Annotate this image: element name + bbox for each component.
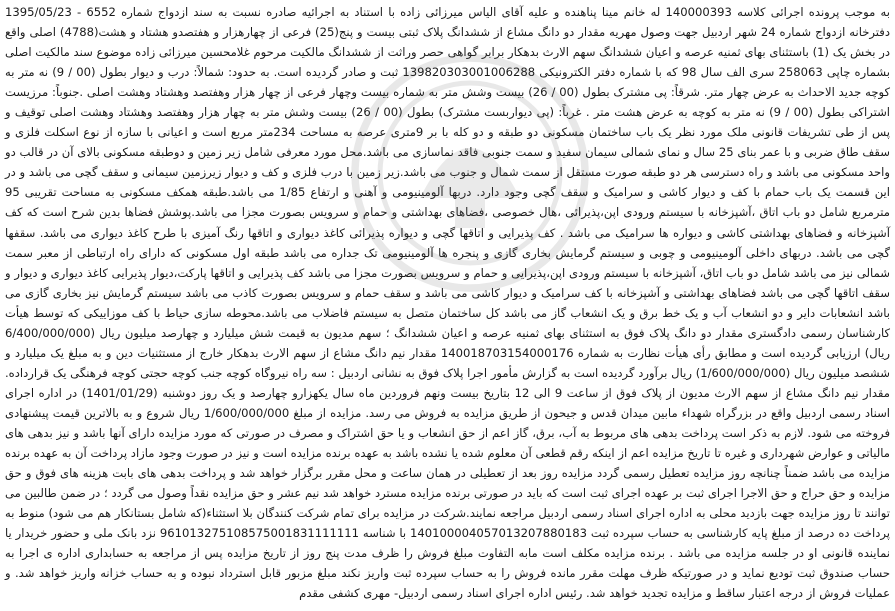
auction-notice-text: به موجب پرونده اجرائی کلاسه 140000393 له خانم مینا پناهنده و علیه آقای الیاس میرزائی زاده با استناد به اجرائیه صادره نسبت به سند ازدواج شماره 6552 - 1395/05/23 دفترخانه ازدواج شماره 24 شهر اردبیل جهت وصول مهریه مقدار دو دانگ مشاع از ششدانگ پلاک ثبتی بیست و پنج(25) فرعی از چهارهزار و هفتصدو هشتاد و هشت(4788) اصلی واقع در بخش یک (1) باستثنای بهای ثمنیه عرصه و اعیان ششدانگ سهم الارث بدهکار برابر گواهی حصر وراثت از ششدانگ مالکیت مرحوم غلامحسین میرزائی زاده موضوع سند مالکیت اصلی بشماره چاپی 258063 سری الف سال 98 که با شماره دفتر الکترونیکی 139820303001006288 ثبت و صادر گردیده است. به حدود: شمالاً: درب و دیوار بطول (00 / 9) نه متر به کوچه جدید الاحداث به عرض چهار متر. شرقاً: پی مشترک بطول (00 / 26) بیست وشش متر به شماره بیست وچهار فرعی از چهار هزار وهفتصد وهشتاد وهشت اصلی .جنوباً: مرزیست اشتراکی بطول (00 / 9) نه متر به کوچه به عرض هشت متر . غرباً: (پی دیواربست مشترک) بطول (00 / 26) بیست وشش متر به چهار هزار وهفتصد وهشتاد وهشت اصلی توقیف و پس از طی تشریفات قانونی ملک مورد نظر یک باب ساختمان مسکونی دو طبقه و دو کله با بر 9متری عرصه به مساحت 234متر مربع است و اعیانی با سازه از نوع اسکلت فلزی و سقف طاق ضربی و با عمر بنای 25 سال و نمای شمالی سیمان سفید و سمت جنوبی فاقد نماسازی می باشد.محل مورد معرفی شامل زیر زمین و دوطبقه مسکونی بالای آن در قالب دو واحد مسکونی می باشد و راه دسترسی هر دو طبقه صورت مستقل از سمت شمال و جنوب می باشد.زیر زمین با درب فلزی و کف و دیوار زیرزمین سیمانی و سقف گچی می باشد و در این قسمت یک باب حمام با کف و دیوار کاشی و سرامیک و سقف گچی وجود دارد. دربها آلومینیومی و آهنی و ارتفاع 1/85 می باشد.طبقه همکف مسکونی به مساحت تقریبی 95 مترمربع شامل دو باب اتاق ،آشپزخانه با سیستم ورودی اپن،پذیرائی ،هال خصوصی ،فضاهای بهداشتی و حمام و سرویس بصورت مجزا می باشد.پوشش فضاها بدین شرح است که کف آشپزخانه و فضاهای بهداشتی کاشی و دیواره ها سرامیک می باشد . کف پذیرایی و اتاقها گچی و دیواره پذیرائی کاغذ دیواری و اتاقها رنگ آمیزی با طرح کاغذ دیواری می باشد. سقفها گچی می باشد. دربهای داخلی آلومینیومی و چوبی و سیستم گرمایش بخاری گازی و پنجره ها آلومینیومی تک جداره می باشد طبقه اول مسکونی که دارای راه ارتباطی از معبر سمت شمالی نیز می باشد شامل دو باب اتاق، آشپزخانه با سیستم ورودی اپن،پذیرایی و حمام و سرویس بصورت مجزا می باشد کف پذیرایی و اتاقها پارکت،دیوار پذیرایی کاغذ دیواری و دیوار و سقف اتاقها گچی می باشد فضاهای بهداشتی و آشپزخانه با کف سرامیک و دیوار کاشی می باشد و سقف حمام و سرویس بصورت کاذب می باشد سیستم گرمایش نیز بخاری گازی می باشد انشعابات دایر و دو انشعاب آب و یک خط برق و یک انشعاب گاز می باشد کل ساختمان متصل به سیستم فاضلاب می باشد.محوطه سازی حیاط با کف موزاییکی که توسط هیأت کارشناسان رسمی دادگستری مقدار دو دانگ پلاک فوق به استثنای بهای ثمنیه عرصه و اعیان ششدانگ ؛ سهم مدیون به قیمت شش میلیارد و چهارصد میلیون ریال (6/400/000/000 ریال) ارزیابی گردیده است و مطابق رأی هیأت نظارت به شماره 140018703154000176 مقدار نیم دانگ مشاع از سهم الارث بدهکار خارج از مستثنیات دین و به مبلغ یک میلیارد و ششصد میلیون ریال (1/600/000/000) ریال برآورد گردیده است به گزارش مأمور اجرا پلاک فوق به نشانی اردبیل : سه راه نیروگاه کوچه جنب کوچه حجتی کوچه فرهنگی یک قرارداده. مقدار نیم دانگ مشاع از سهم الارث مدیون از پلاک فوق از ساعت 9 الی 12 بتاریخ بیست ونهم فروردین ماه سال یکهزارو چهارصد و یک روز دوشنبه (1401/01/29) در اداره اجرای اسناد رسمی اردبیل واقع در بزرگراه شهداء مابین میدان قدس و جیحون از طریق مزایده به فروش می رسد. مزایده از مبلغ 1/600/000/000 ریال شروع و به بالاترین قیمت پیشنهادی فروخته می شود. لازم به ذکر است پرداخت بدهی های مربوط به آب، برق، گاز اعم از حق انشعاب و یا حق اشتراک و مصرف در صورتی که مورد مزایده دارای آنها باشد و نیز بدهی های مالیاتی و عوارض شهرداری و غیره تا تاریخ مزایده اعم از اینکه رقم قطعی آن معلوم شده یا نشده باشد به عهده برنده مزایده است و نیز در صورت وجود مازاد پرداخت آن به عهده برنده مزایده می باشد ضمناً چنانچه روز مزایده تعطیل رسمی گردد مزایده روز بعد از تعطیلی در همان ساعت و محل مقرر برگزار خواهد شد و پرداخت بدهی های بابت هزینه های فوق و حق مزایده و حق حراج و حق الاجرا اجرای ثبت بر عهده اجرای ثبت است که باید در صورتی برنده مزایده مسترد خواهد شد نیم عشر و حق مزایده نقداً وصول می گردد ؛ در ضمن طالبین می توانند تا روز مزایده جهت بازدید محلی به اداره اجرای اسناد رسمی اردبیل مراجعه نمایند.شرکت در مزایده برای تمام شرکت کنندگان بلا استثناء(که شامل بستانکار هم می شود) منوط به پرداخت ده درصد از مبلغ پایه کارشناسی به حساب سپرده ثبت 140100004057013207880183 با شناسه 961013275108575001831111111 نزد بانک ملی و حضور خریدار یا نماینده قانونی او در جلسه مزایده می باشد . برنده مزایده مکلف است مابه التفاوت مبلغ فروش را ظرف مدت پنج روز از تاریخ مزایده پس از مراجعه به حسابداری اداره ی اجرا به حساب صندوق ثبت تودیع نماید و در صورتیکه ظرف مهلت مقرر مانده فروش را به حساب سپرده ثبت واریز نکند مبلغ مزبور قابل استرداد نبوده و به حساب خزانه واریز خواهد شد. و عملیات فروش از درجه اعتبار ساقط و مزایده تجدید خواهد شد. رئیس اداره اجرای اسناد رسمی اردبیل- مهری کشفی مقدم [5, 5, 891, 601]
